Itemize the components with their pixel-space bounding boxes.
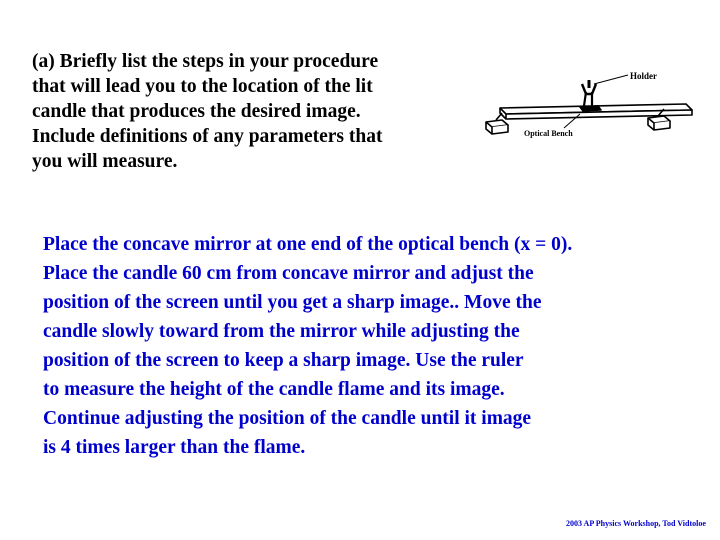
answer-line: Continue adjusting the position of the candle until it image [43, 408, 532, 429]
question-line: (a) Briefly list the steps in your procedure [32, 51, 379, 72]
answer-line: Place the concave mirror at one end of the optical bench (x = 0). [43, 234, 573, 255]
question-line: Include definitions of any parameters that [32, 126, 383, 147]
question-line: you will measure. [32, 151, 178, 172]
question-text [32, 49, 482, 174]
footer-credit: 2003 AP Physics Workshop, Tod Vidtoloe [566, 519, 706, 528]
answer-line: is 4 times larger than the flame. [43, 437, 306, 458]
question-line: candle that produces the desired image. [32, 101, 361, 122]
answer-text [43, 230, 713, 462]
answer-line: position of the screen to keep a sharp image. Use the ruler [43, 350, 524, 371]
optical-bench-figure [480, 62, 700, 146]
answer-line: candle slowly toward from the mirror while adjusting the [43, 321, 520, 342]
optical-bench-label: Optical Bench [524, 129, 573, 138]
question-line: that will lead you to the location of the lit [32, 76, 373, 97]
answer-line: to measure the height of the candle flame and its image. [43, 379, 505, 400]
answer-line: position of the screen until you get a sharp image.. Move the [43, 292, 542, 313]
holder-label: Holder [630, 71, 657, 81]
answer-line: Place the candle 60 cm from concave mirror and adjust the [43, 263, 534, 284]
